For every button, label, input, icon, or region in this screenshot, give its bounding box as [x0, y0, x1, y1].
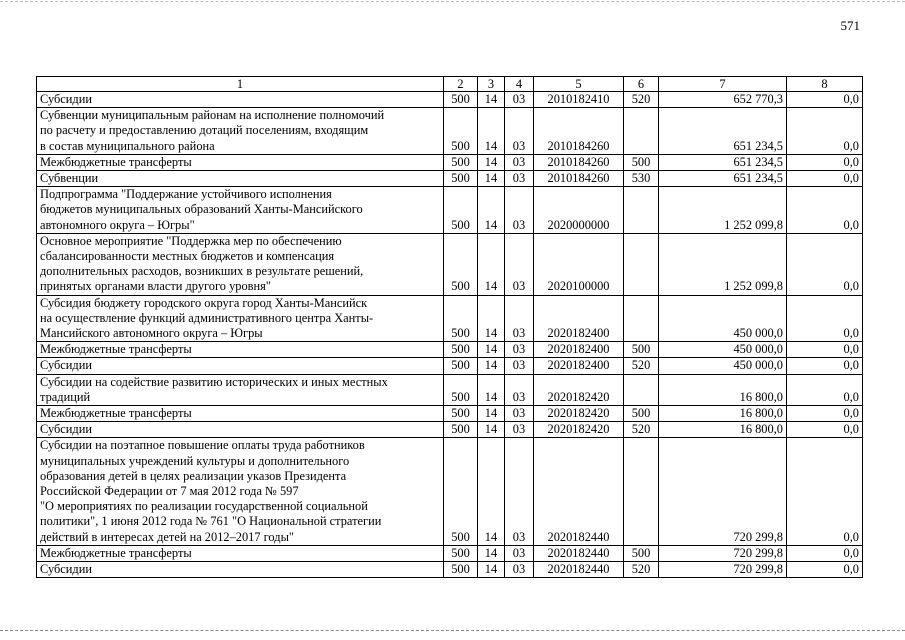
table-row — [37, 438, 863, 545]
budget-table — [36, 76, 863, 578]
amount-cell: 450 000,0 — [659, 342, 787, 358]
amount-extra-cell: 0,0 — [787, 374, 863, 405]
expense-type-cell — [624, 108, 659, 155]
table-body — [37, 92, 863, 578]
ministry-code-cell: 500 — [444, 154, 478, 170]
expense-type-cell — [624, 438, 659, 545]
expense-type-cell: 500 — [624, 342, 659, 358]
ministry-code-cell: 500 — [444, 233, 478, 295]
ministry-code-cell: 500 — [444, 406, 478, 422]
subsection-code-cell: 03 — [505, 342, 534, 358]
expense-type-cell: 500 — [624, 154, 659, 170]
row-name-cell: Субвенции муниципальным районам на исполнение полномочий по расчету и предоставлению дотаций поселениям, входящим в состав муниципального района — [37, 108, 444, 155]
amount-cell: 720 299,8 — [659, 545, 787, 561]
amount-cell: 16 800,0 — [659, 374, 787, 405]
table-row — [37, 108, 863, 155]
amount-extra-cell: 0,0 — [787, 422, 863, 438]
section-code-cell: 14 — [478, 295, 505, 342]
ministry-code-cell: 500 — [444, 374, 478, 405]
table-row — [37, 233, 863, 295]
row-name-cell: Межбюджетные трансферты — [37, 545, 444, 561]
table-row — [37, 545, 863, 561]
expense-type-cell: 520 — [624, 562, 659, 578]
subsection-code-cell: 03 — [505, 154, 534, 170]
target-article-cell: 2010184260 — [534, 154, 624, 170]
amount-cell: 720 299,8 — [659, 438, 787, 545]
expense-type-cell: 500 — [624, 406, 659, 422]
section-code-cell: 14 — [478, 358, 505, 374]
ministry-code-cell: 500 — [444, 108, 478, 155]
ministry-code-cell: 500 — [444, 92, 478, 108]
table-row — [37, 295, 863, 342]
section-code-cell: 14 — [478, 171, 505, 187]
row-name-cell: Субсидии — [37, 562, 444, 578]
ministry-code-cell: 500 — [444, 295, 478, 342]
section-code-cell: 14 — [478, 154, 505, 170]
row-name-cell: Межбюджетные трансферты — [37, 342, 444, 358]
amount-extra-cell: 0,0 — [787, 545, 863, 561]
target-article-cell: 2020182440 — [534, 438, 624, 545]
amount-cell: 16 800,0 — [659, 406, 787, 422]
amount-extra-cell: 0,0 — [787, 358, 863, 374]
target-article-cell: 2020182420 — [534, 422, 624, 438]
amount-extra-cell: 0,0 — [787, 438, 863, 545]
ministry-code-cell: 500 — [444, 422, 478, 438]
expense-type-cell — [624, 295, 659, 342]
column-header: 5 — [534, 77, 624, 92]
amount-extra-cell: 0,0 — [787, 108, 863, 155]
table-row — [37, 374, 863, 405]
section-code-cell: 14 — [478, 374, 505, 405]
row-name-cell: Основное мероприятие "Поддержка мер по обеспечению сбалансированности местных бюджетов и компенсация дополнительных расходов, возникших в результате решений, принятых органами власти другого уровня" — [37, 233, 444, 295]
target-article-cell: 2020182400 — [534, 358, 624, 374]
column-header: 8 — [787, 77, 863, 92]
subsection-code-cell: 03 — [505, 438, 534, 545]
ministry-code-cell: 500 — [444, 358, 478, 374]
amount-extra-cell: 0,0 — [787, 342, 863, 358]
target-article-cell: 2010184260 — [534, 171, 624, 187]
target-article-cell: 2020100000 — [534, 233, 624, 295]
amount-extra-cell: 0,0 — [787, 295, 863, 342]
expense-type-cell: 520 — [624, 92, 659, 108]
expense-type-cell — [624, 187, 659, 234]
table-row — [37, 422, 863, 438]
target-article-cell: 2020182400 — [534, 342, 624, 358]
subsection-code-cell: 03 — [505, 545, 534, 561]
column-header: 7 — [659, 77, 787, 92]
amount-cell: 651 234,5 — [659, 171, 787, 187]
amount-cell: 651 234,5 — [659, 108, 787, 155]
table-row — [37, 406, 863, 422]
subsection-code-cell: 03 — [505, 422, 534, 438]
table-row — [37, 92, 863, 108]
table-row — [37, 358, 863, 374]
amount-cell: 16 800,0 — [659, 422, 787, 438]
subsection-code-cell: 03 — [505, 92, 534, 108]
subsection-code-cell: 03 — [505, 406, 534, 422]
expense-type-cell: 520 — [624, 422, 659, 438]
subsection-code-cell: 03 — [505, 295, 534, 342]
amount-extra-cell: 0,0 — [787, 406, 863, 422]
target-article-cell: 2020182420 — [534, 406, 624, 422]
table-row — [37, 171, 863, 187]
target-article-cell: 2020182400 — [534, 295, 624, 342]
row-name-cell: Субсидии на поэтапное повышение оплаты труда работников муниципальных учреждений культуры и дополнительного образования детей в целях реализации указов Президента Российской Федерации от 7 мая 2012 года № 597 "О мероприятиях по реализации государственной социальной политики", 1 июня 2012 года № 761 "О Национальной стратегии действий в интересах детей на 2012–2017 годы" — [37, 438, 444, 545]
section-code-cell: 14 — [478, 233, 505, 295]
amount-extra-cell: 0,0 — [787, 154, 863, 170]
table-row — [37, 342, 863, 358]
row-name-cell: Субсидии — [37, 422, 444, 438]
amount-extra-cell: 0,0 — [787, 562, 863, 578]
expense-type-cell: 500 — [624, 545, 659, 561]
target-article-cell: 2020000000 — [534, 187, 624, 234]
expense-type-cell — [624, 233, 659, 295]
column-header: 2 — [444, 77, 478, 92]
subsection-code-cell: 03 — [505, 108, 534, 155]
section-code-cell: 14 — [478, 187, 505, 234]
amount-cell: 450 000,0 — [659, 295, 787, 342]
amount-extra-cell: 0,0 — [787, 233, 863, 295]
ministry-code-cell: 500 — [444, 545, 478, 561]
subsection-code-cell: 03 — [505, 233, 534, 295]
section-code-cell: 14 — [478, 562, 505, 578]
amount-extra-cell: 0,0 — [787, 92, 863, 108]
scan-bottom-edge — [0, 630, 905, 631]
column-header: 1 — [37, 77, 444, 92]
amount-cell: 652 770,3 — [659, 92, 787, 108]
table-row — [37, 187, 863, 234]
expense-type-cell: 520 — [624, 358, 659, 374]
amount-cell: 1 252 099,8 — [659, 233, 787, 295]
target-article-cell: 2020182440 — [534, 545, 624, 561]
ministry-code-cell: 500 — [444, 438, 478, 545]
subsection-code-cell: 03 — [505, 171, 534, 187]
section-code-cell: 14 — [478, 545, 505, 561]
ministry-code-cell: 500 — [444, 187, 478, 234]
row-name-cell: Субсидии на содействие развитию исторических и иных местных традиций — [37, 374, 444, 405]
column-header: 4 — [505, 77, 534, 92]
section-code-cell: 14 — [478, 438, 505, 545]
ministry-code-cell: 500 — [444, 562, 478, 578]
column-header: 6 — [624, 77, 659, 92]
amount-cell: 450 000,0 — [659, 358, 787, 374]
page-number: 571 — [840, 18, 860, 33]
column-header: 3 — [478, 77, 505, 92]
ministry-code-cell: 500 — [444, 171, 478, 187]
section-code-cell: 14 — [478, 92, 505, 108]
ministry-code-cell: 500 — [444, 342, 478, 358]
row-name-cell: Межбюджетные трансферты — [37, 154, 444, 170]
row-name-cell: Подпрограмма "Поддержание устойчивого исполнения бюджетов муниципальных образований Ханты-Мансийского автономного округа – Югры" — [37, 187, 444, 234]
row-name-cell: Субсидии — [37, 92, 444, 108]
subsection-code-cell: 03 — [505, 374, 534, 405]
table-header-row — [37, 77, 863, 92]
row-name-cell: Субсидия бюджету городского округа город Ханты-Мансийск на осуществление функций административного центра Ханты- Мансийского автономного округа – Югры — [37, 295, 444, 342]
target-article-cell: 2020182440 — [534, 562, 624, 578]
target-article-cell: 2020182420 — [534, 374, 624, 405]
section-code-cell: 14 — [478, 342, 505, 358]
subsection-code-cell: 03 — [505, 358, 534, 374]
section-code-cell: 14 — [478, 406, 505, 422]
expense-type-cell: 530 — [624, 171, 659, 187]
section-code-cell: 14 — [478, 422, 505, 438]
amount-cell: 720 299,8 — [659, 562, 787, 578]
table-row — [37, 154, 863, 170]
row-name-cell: Субсидии — [37, 358, 444, 374]
table-row — [37, 562, 863, 578]
scan-top-edge — [0, 1, 905, 2]
row-name-cell: Межбюджетные трансферты — [37, 406, 444, 422]
amount-extra-cell: 0,0 — [787, 171, 863, 187]
amount-extra-cell: 0,0 — [787, 187, 863, 234]
target-article-cell: 2010184260 — [534, 108, 624, 155]
amount-cell: 651 234,5 — [659, 154, 787, 170]
subsection-code-cell: 03 — [505, 562, 534, 578]
expense-type-cell — [624, 374, 659, 405]
subsection-code-cell: 03 — [505, 187, 534, 234]
row-name-cell: Субвенции — [37, 171, 444, 187]
target-article-cell: 2010182410 — [534, 92, 624, 108]
amount-cell: 1 252 099,8 — [659, 187, 787, 234]
section-code-cell: 14 — [478, 108, 505, 155]
